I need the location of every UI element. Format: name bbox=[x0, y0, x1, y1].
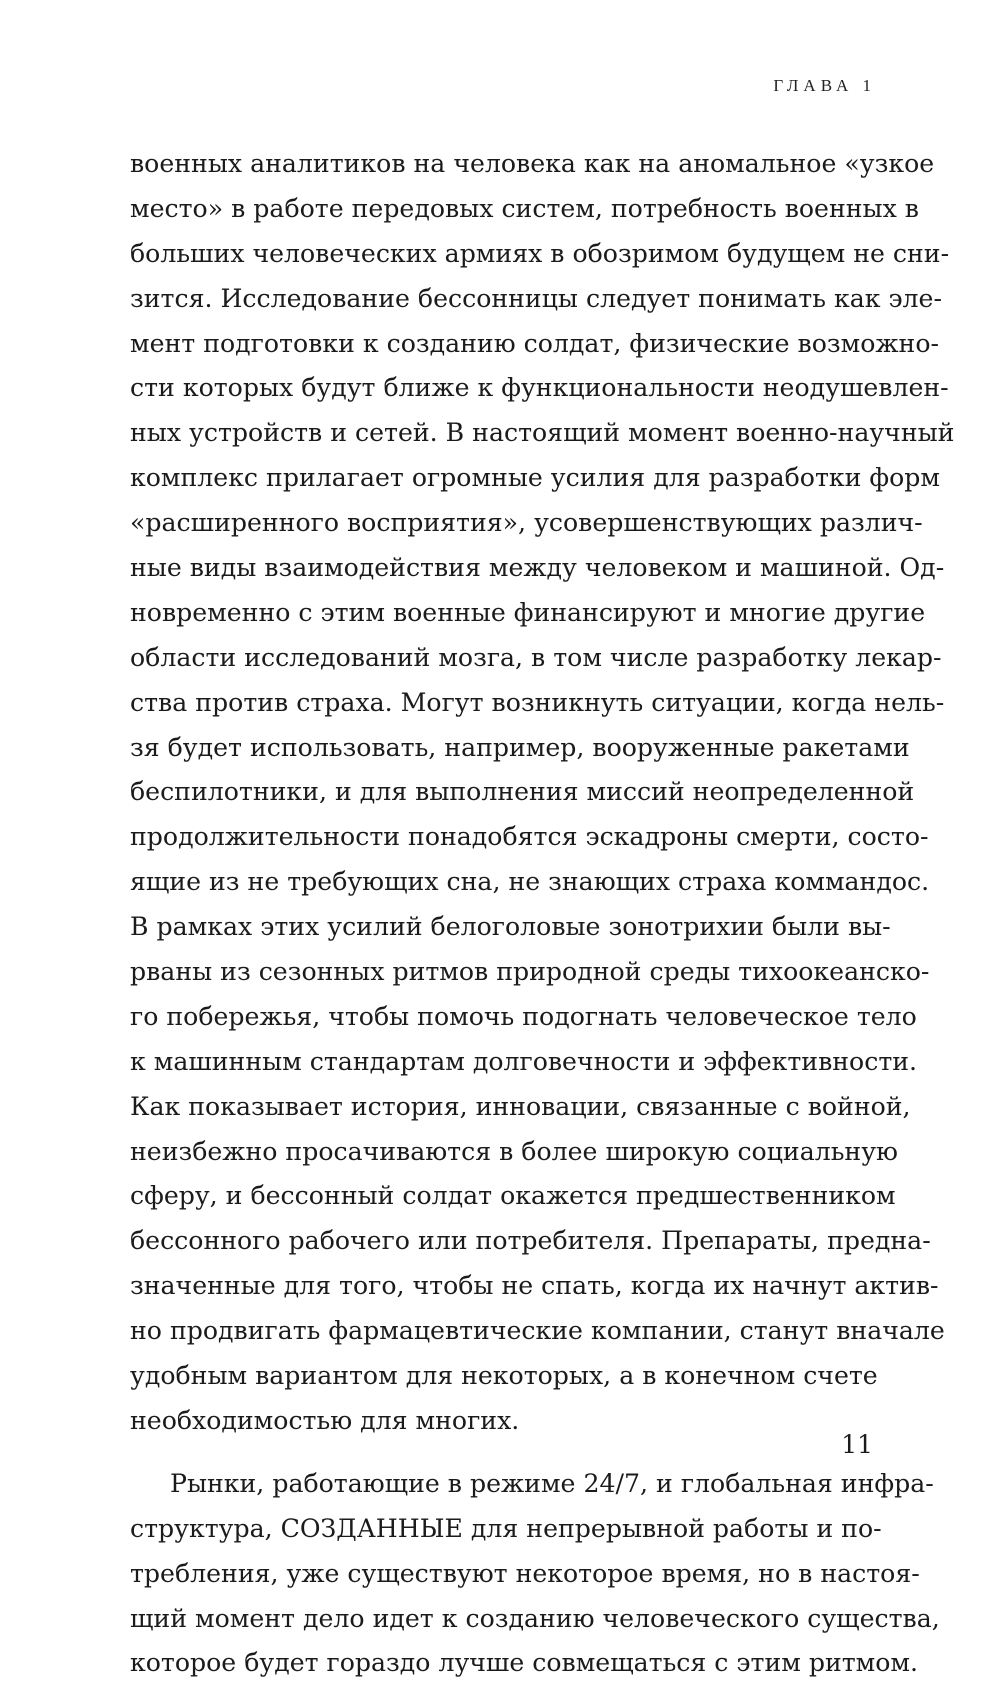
text-line: комплекс прилагает огромные усилия для разработки форм bbox=[130, 463, 941, 493]
text-line: области исследований мозга, в том числе разработку лекар- bbox=[130, 642, 942, 672]
text-line: сти которых будут ближе к функциональности неодушевлен- bbox=[130, 373, 949, 403]
text-line: продолжительности понадобятся эскадроны смерти, состо- bbox=[130, 822, 929, 852]
text-line: которое будет гораздо лучше совмещаться с этим ритмом. bbox=[130, 1648, 919, 1678]
text-line: значенные для того, чтобы не спать, когда их начнут актив- bbox=[130, 1271, 939, 1301]
text-line: ных устройств и сетей. В настоящий момент военно-научный bbox=[130, 418, 955, 448]
text-line: удобным вариантом для некоторых, а в конечном счете bbox=[130, 1361, 878, 1391]
text-line: ящие из не требующих сна, не знающих страха коммандос. bbox=[130, 867, 930, 897]
paragraph-1 bbox=[130, 142, 955, 1444]
text-line: Как показывает история, инновации, связанные с войной, bbox=[130, 1091, 911, 1121]
text-line: неизбежно просачиваются в более широкую социальную bbox=[130, 1136, 898, 1166]
text-line: В рамках этих усилий белоголовые зонотрихии были вы- bbox=[130, 912, 891, 942]
text-line: Рынки, работающие в режиме 24/7, и глобальная инфра- bbox=[170, 1468, 934, 1498]
running-head: ГЛАВА 1 bbox=[773, 76, 876, 95]
text-line: ства против страха. Могут возникнуть ситуации, когда нель- bbox=[130, 687, 945, 717]
text-line: «расширенного восприятия», усовершенствующих различ- bbox=[130, 508, 923, 538]
text-line: щий момент дело идет к созданию человеческого существа, bbox=[130, 1603, 940, 1633]
text-line: мент подготовки к созданию солдат, физические возможно- bbox=[130, 328, 940, 358]
text-line: новременно с этим военные финансируют и многие другие bbox=[130, 597, 926, 627]
text-line: го побережья, чтобы помочь подогнать человеческое тело bbox=[130, 1001, 917, 1031]
text-line: ные виды взаимодействия между человеком и машиной. Од- bbox=[130, 553, 945, 583]
text-line: зя будет использовать, например, вооруженные ракетами bbox=[130, 732, 910, 762]
paragraph-2 bbox=[130, 1462, 940, 1686]
text-line: военных аналитиков на человека как на аномальное «узкое bbox=[130, 149, 935, 178]
text-line: требления, уже существуют некоторое время, но в настоя- bbox=[130, 1558, 920, 1588]
text-line: зится. Исследование бессонницы следует понимать как эле- bbox=[130, 283, 942, 313]
text-line: необходимостью для многих. bbox=[130, 1405, 520, 1435]
text-line: место» в работе передовых систем, потребность военных в bbox=[130, 193, 919, 223]
body-text bbox=[130, 142, 955, 1686]
paragraph-spacer bbox=[130, 1444, 870, 1462]
text-line: сферу, и бессонный солдат окажется предшественником bbox=[130, 1181, 896, 1211]
text-line: но продвигать фармацевтические компании, станут вначале bbox=[130, 1316, 945, 1346]
text-line: бессонного рабочего или потребителя. Препараты, предна- bbox=[130, 1226, 931, 1256]
text-line: беспилотники, и для выполнения миссий неопределенной bbox=[130, 777, 915, 807]
text-line: больших человеческих армиях в обозримом будущем не сни- bbox=[130, 238, 950, 268]
page-number: 11 bbox=[841, 1430, 873, 1459]
text-line: структура, СОЗДАННЫЕ для непрерывной работы и по- bbox=[130, 1513, 882, 1543]
text-line: рваны из сезонных ритмов природной среды тихоокеанско- bbox=[130, 957, 930, 987]
text-line: к машинным стандартам долговечности и эффективности. bbox=[130, 1046, 918, 1076]
